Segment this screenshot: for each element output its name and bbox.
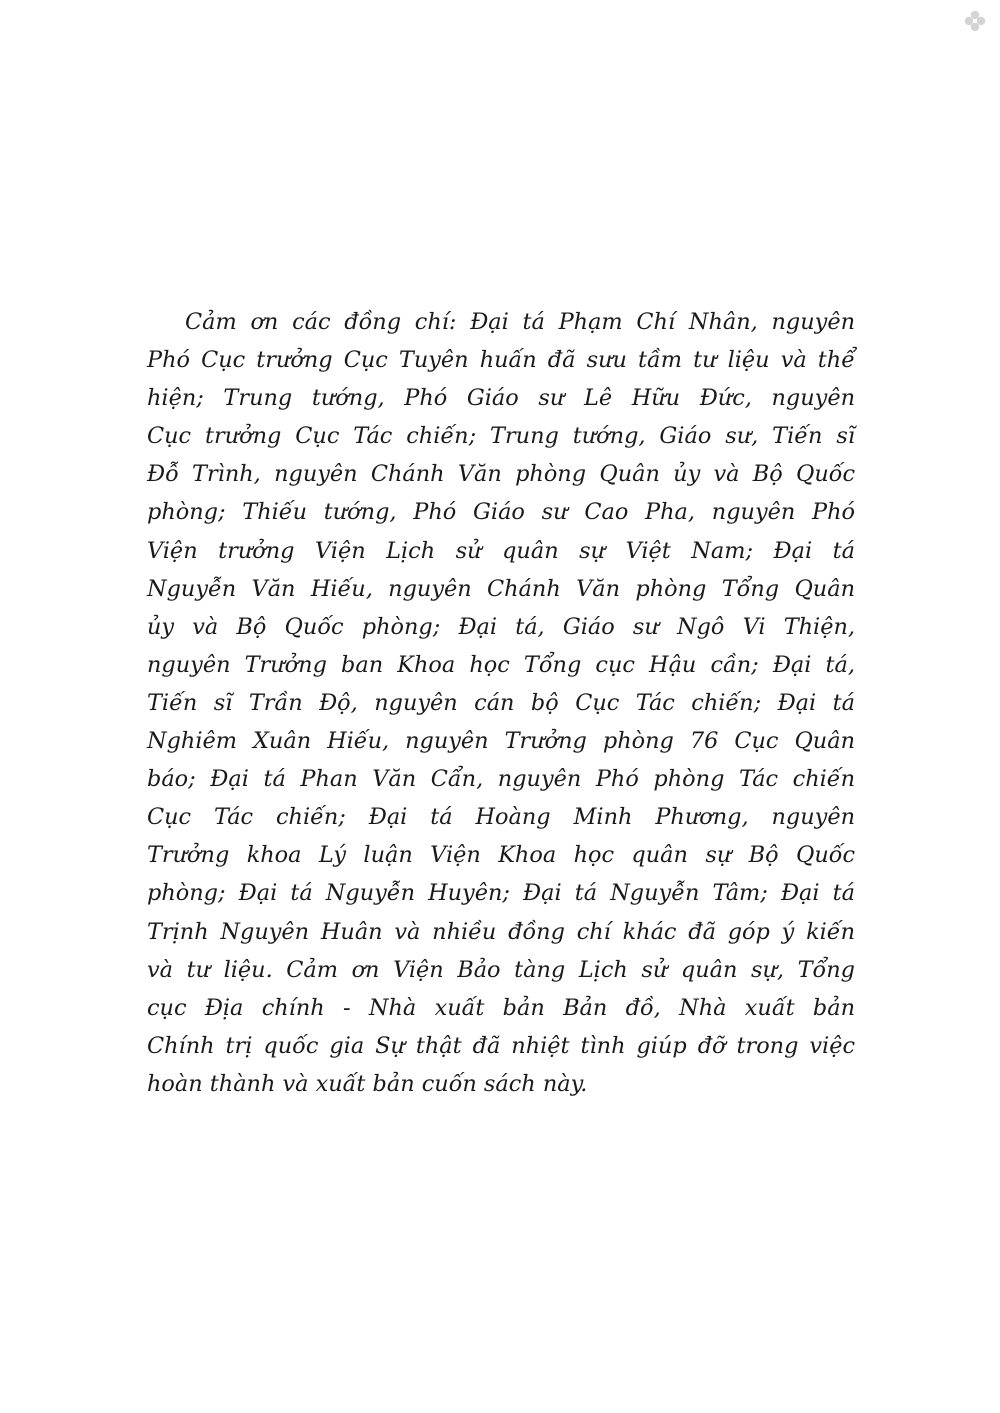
paragraph-line: cục Địa chính - Nhà xuất bản Bản đồ, Nhà xuất bản [147,994,855,1021]
paragraph-line: hiện; Trung tướng, Phó Giáo sư Lê Hữu Đức, nguyên [147,385,855,412]
paragraph-line: Viện trưởng Viện Lịch sử quân sự Việt Nam; Đại tá [147,537,855,564]
paragraph-line: ủy và Bộ Quốc phòng; Đại tá, Giáo sư Ngô Vi Thiện, [147,613,855,640]
paragraph-line: phòng; Thiếu tướng, Phó Giáo sư Cao Pha, nguyên Phó [147,499,855,526]
paragraph-line: Phó Cục trưởng Cục Tuyên huấn đã sưu tầm tư liệu và thể [147,347,855,374]
paragraph-line: Nguyễn Văn Hiếu, nguyên Chánh Văn phòng Tổng Quân [147,575,855,602]
paragraph-line: Cảm ơn các đồng chí: Đại tá Phạm Chí Nhân, nguyên [185,309,855,335]
paragraph-line: Cục Tác chiến; Đại tá Hoàng Minh Phương, nguyên [147,804,855,831]
paragraph-line: và tư liệu. Cảm ơn Viện Bảo tàng Lịch sử quân sự, Tổng [147,956,855,983]
paragraph-line: phòng; Đại tá Nguyễn Huyên; Đại tá Nguyễn Tâm; Đại tá [147,880,855,907]
paragraph-line: Đỗ Trình, nguyên Chánh Văn phòng Quân ủy và Bộ Quốc [147,461,855,488]
paragraph-line: Nghiêm Xuân Hiếu, nguyên Trưởng phòng 76 Cục Quân [147,728,855,755]
paragraph-line: Trịnh Nguyên Huân và nhiều đồng chí khác đã góp ý kiến [147,918,855,945]
quatrefoil-flower-icon [964,10,986,32]
paragraph-line: Tiến sĩ Trần Độ, nguyên cán bộ Cục Tác chiến; Đại tá [147,689,855,716]
paragraph-line: nguyên Trưởng ban Khoa học Tổng cục Hậu cần; Đại tá, [147,651,855,678]
paragraph-line: báo; Đại tá Phan Văn Cẩn, nguyên Phó phòng Tác chiến [147,766,855,793]
acknowledgements-paragraph [147,303,855,1103]
paragraph-line: Cục trưởng Cục Tác chiến; Trung tướng, Giáo sư, Tiến sĩ [147,423,855,450]
paragraph-line: Chính trị quốc gia Sự thật đã nhiệt tình giúp đỡ trong việc [147,1032,855,1059]
paragraph-line: Trưởng khoa Lý luận Viện Khoa học quân sự Bộ Quốc [147,842,855,869]
paragraph-line: hoàn thành và xuất bản cuốn sách này. [147,1070,588,1097]
